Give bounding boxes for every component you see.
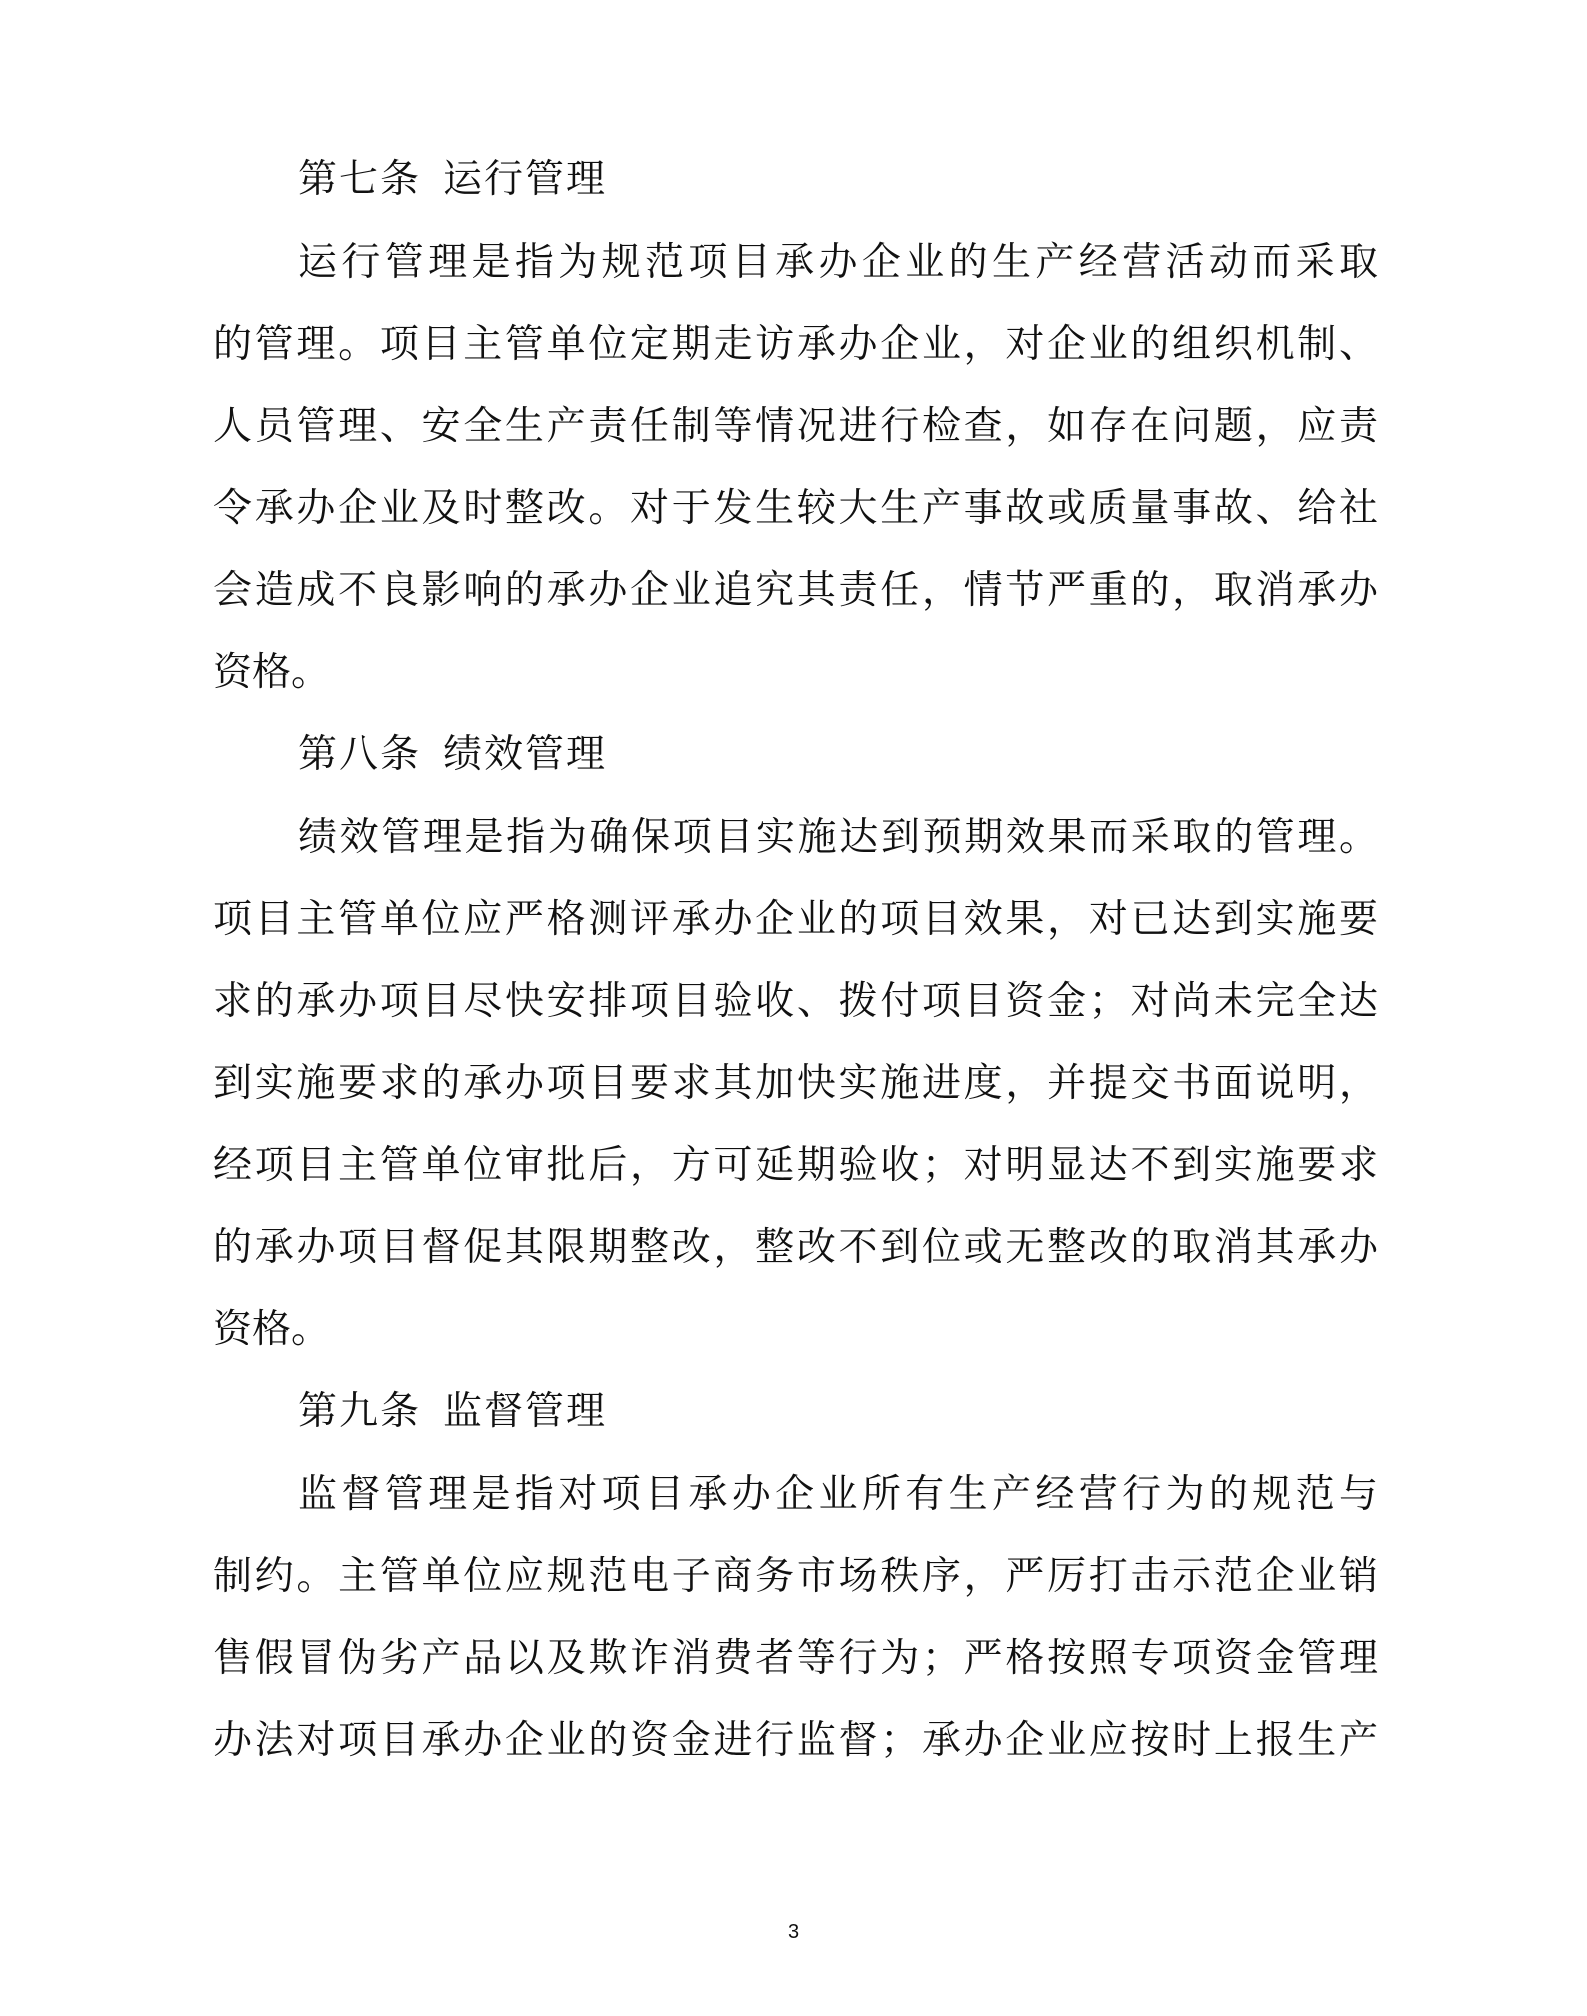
article-7-line-4: 令承办企业及时整改。对于发生较大生产事故或质量事故、给社 [213,486,1378,531]
article-7-line-3: 人员管理、安全生产责任制等情况进行检查，如存在问题，应责 [213,404,1378,449]
article-8-number: 第八条 [298,732,422,777]
article-8-heading [298,725,607,785]
article-8-line-1: 绩效管理是指为确保项目实施达到预期效果而采取的管理。 [298,815,1378,860]
article-8-line-3: 求的承办项目尽快安排项目验收、拨付项目资金；对尚未完全达 [213,979,1378,1024]
article-7-line-1: 运行管理是指为规范项目承办企业的生产经营活动而采取 [298,240,1378,285]
article-9-title: 监督管理 [443,1389,608,1434]
article-7-line-6: 资格。 [213,650,331,695]
article-9-number: 第九条 [298,1389,422,1434]
article-9-line-4: 办法对项目承办企业的资金进行监督；承办企业应按时上报生产 [213,1718,1378,1763]
article-8-title: 绩效管理 [443,732,608,777]
article-9-line-3: 售假冒伪劣产品以及欺诈消费者等行为；严格按照专项资金管理 [213,1636,1378,1681]
article-8-line-2: 项目主管单位应严格测评承办企业的项目效果，对已达到实施要 [213,897,1378,942]
article-8-line-5: 经项目主管单位审批后，方可延期验收；对明显达不到实施要求 [213,1143,1378,1188]
article-7-line-2: 的管理。项目主管单位定期走访承办企业，对企业的组织机制、 [213,322,1378,367]
article-9-line-1: 监督管理是指对项目承办企业所有生产经营行为的规范与 [298,1472,1378,1517]
article-8-line-7: 资格。 [213,1307,331,1352]
page-number: 3 [787,1921,800,1943]
article-9-heading [298,1382,607,1442]
article-8-line-6: 的承办项目督促其限期整改，整改不到位或无整改的取消其承办 [213,1225,1378,1270]
article-7-heading [298,150,607,210]
article-7-title: 运行管理 [443,157,608,202]
article-9-line-2: 制约。主管单位应规范电子商务市场秩序，严厉打击示范企业销 [213,1554,1378,1599]
article-7-number: 第七条 [298,157,422,202]
article-8-line-4: 到实施要求的承办项目要求其加快实施进度，并提交书面说明， [213,1061,1378,1106]
article-7-line-5: 会造成不良影响的承办企业追究其责任，情节严重的，取消承办 [213,568,1378,613]
